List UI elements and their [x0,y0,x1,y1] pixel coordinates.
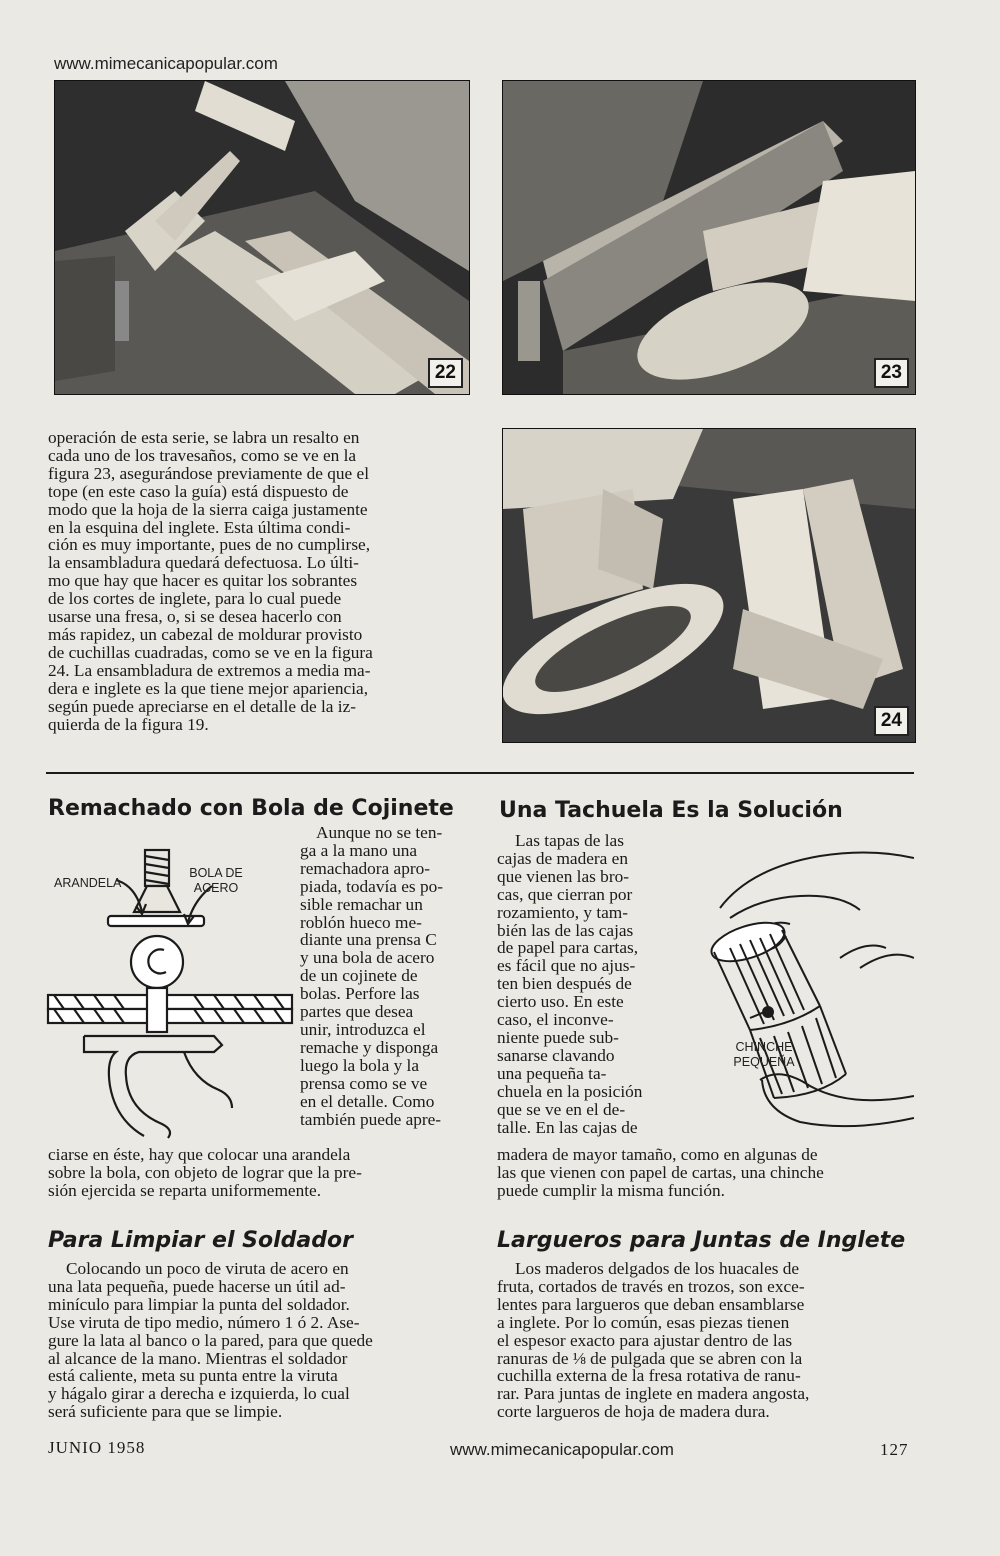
text-line: cajas de madera en [497,848,628,868]
text-line: madera de mayor tamaño, como en algunas de [497,1145,818,1164]
text-line: partes que desea [300,1002,414,1022]
text-line: Aunque no se ten- [316,823,443,842]
text-line: y una bola de acero [300,948,435,968]
tack-drawing [690,848,914,1132]
footer-url[interactable]: www.mimecanicapopular.com [450,1440,674,1459]
label-arandela: ARANDELA [54,876,122,890]
text-line: caso, el inconve- [497,1010,614,1030]
text-line: de los cortes de inglete, para lo cual puede [48,589,342,609]
text-line: rar. Para juntas de inglete en madera angosta, [497,1384,810,1404]
text-line: Las tapas de las [515,831,624,850]
text-line: modo que la hoja de la sierra caiga justamente [48,499,368,519]
text-line: tope (en este caso la guía) está dispuesto de [48,481,349,501]
text-line: bolas. Perfore las [300,984,420,1004]
largueros-title: Largueros para Juntas de Inglete [497,1228,906,1253]
footer-year: 1958 [107,1438,146,1457]
text-line: Colocando un poco de viruta de acero en [66,1259,349,1278]
text-line: chuela en la posición [497,1081,643,1101]
text-line: ranuras de ⅛ de pulgada que se abren con la [497,1348,803,1368]
text-line: piada, todavía es po- [300,876,444,896]
largueros-text [497,1260,915,1421]
text-line: que vienen las bro- [497,866,629,886]
header-url[interactable]: www.mimecanicapopular.com [54,54,278,73]
text-line: ciarse en éste, hay que colocar una arandela [48,1145,351,1164]
text-line: diante una prensa C [300,930,437,950]
text-line: lentes para largueros que deban ensamblarse [497,1294,805,1314]
text-line: remache y disponga [300,1037,439,1057]
soldador-title: Para Limpiar el Soldador [48,1228,353,1253]
text-line: gure la lata al banco o la pared, para que quede [48,1330,373,1350]
section-divider [46,772,914,774]
text-line: unir, introduzca el [300,1019,426,1039]
text-line: ción es muy importante, pues de no cumplirse, [48,535,371,555]
text-line: Los maderos delgados de los huacales de [515,1259,800,1278]
text-line: cierto uso. En este [497,992,624,1012]
text-line: según puede apreciarse en el detalle de la iz- [48,696,357,716]
page-number: 127 [880,1440,909,1459]
soldador-text [48,1260,471,1421]
text-line: el espesor exacto para ajustar dentro de las [497,1330,793,1350]
text-line: talle. En las cajas de [497,1117,638,1137]
text-line: será suficiente para que se limpie. [48,1402,283,1422]
text-line: Use viruta de tipo medio, número 1 ó 2. Ase- [48,1312,360,1332]
text-line: niente puede sub- [497,1027,619,1047]
text-line: minículo para limpiar la punta del soldador. [48,1294,350,1314]
figure-24-photo [502,428,916,743]
remachado-full-text [48,1146,471,1200]
text-line: en el detalle. Como [300,1091,435,1111]
text-line: mo que hay que hacer es quitar los sobrantes [48,571,358,591]
figure-23-photo [502,80,916,395]
text-line: al alcance de la mano. Mientras el soldador [48,1348,348,1368]
text-line: usarse una fresa, o, si se desea hacerlo con [48,607,342,627]
text-line: quierda de la figura 19. [48,714,209,734]
text-line: sobre la bola, con objeto de lograr que la pre- [48,1162,362,1182]
text-line: fruta, cortados de través en trozos, son exce- [497,1276,805,1296]
text-line: una lata pequeña, puede hacerse un útil ad- [48,1276,346,1296]
figure-24-number: 24 [874,706,909,736]
article-continuation [48,429,471,733]
label-chinche-pequena: CHINCHE PEQUEÑA [733,1040,795,1069]
text-line: luego la bola y la [300,1055,420,1075]
text-line: de cuchillas cuadradas, como se ve en la figura [48,642,373,662]
text-line: roblón hueco me- [300,912,422,932]
text-line: más rapidez, un cabezal de moldurar provisto [48,624,363,644]
text-line: sanarse clavando [497,1045,615,1065]
text-line: ten bien después de [497,974,632,994]
text-line: de papel para cartas, [497,938,639,958]
text-line: prensa como se ve [300,1073,428,1093]
footer-date [48,1438,145,1458]
remachado-title: Remachado con Bola de Cojinete [48,796,454,821]
text-line: 24. La ensambladura de extremos a media ma- [48,660,371,680]
text-line: es fácil que no ajus- [497,956,636,976]
text-line: sible remachar un [300,894,423,914]
text-line: cuchilla externa de la fresa rotativa de ranu- [497,1366,801,1386]
text-line: rozamiento, y tam- [497,902,629,922]
tachuela-side-text [497,832,679,1136]
remachado-side-text [300,824,471,1128]
text-line: sión ejercida se reparta uniformemente. [48,1180,322,1200]
footer-month: JUNIO [48,1438,103,1457]
text-line: está caliente, meta su punta entre la viruta [48,1366,338,1386]
text-line: cas, que cierran por [497,884,633,904]
figure-22-number: 22 [428,358,463,388]
text-line: operación de esta serie, se labra un resalto en [48,428,360,447]
text-line: figura 23, asegurándose previamente de que el [48,463,370,483]
text-line: también puede apre- [300,1109,442,1129]
text-line: bién las de las cajas [497,920,634,940]
figure-22-photo [54,80,470,395]
text-line: cada uno de los travesaños, como se ve en la [48,445,357,465]
text-line: a inglete. Por lo común, esas piezas tienen [497,1312,790,1332]
text-line: ga a la mano una [300,840,418,860]
text-line: que se ve en el de- [497,1099,626,1119]
text-line: y hágalo girar a derecha e izquierda, lo cual [48,1384,350,1404]
text-line: la ensambladura quedará defectuosa. Lo últi- [48,553,359,573]
text-line: corte largueros de hoja de madera dura. [497,1402,770,1422]
tachuela-title: Una Tachuela Es la Solución [499,798,843,823]
text-line: en la esquina del inglete. Esta última condi- [48,517,351,537]
label-bola-de-acero: BOLA DE ACERO [189,866,243,895]
text-line: las que vienen con papel de cartas, una chinche [497,1162,824,1182]
figure-23-number: 23 [874,358,909,388]
tachuela-full-text [497,1146,915,1200]
text-line: una pequeña ta- [497,1063,607,1083]
text-line: puede cumplir la misma función. [497,1180,725,1200]
text-line: dera e inglete es la que tiene mejor apariencia, [48,678,369,698]
text-line: remachadora apro- [300,858,431,878]
text-line: de un cojinete de [300,966,418,986]
